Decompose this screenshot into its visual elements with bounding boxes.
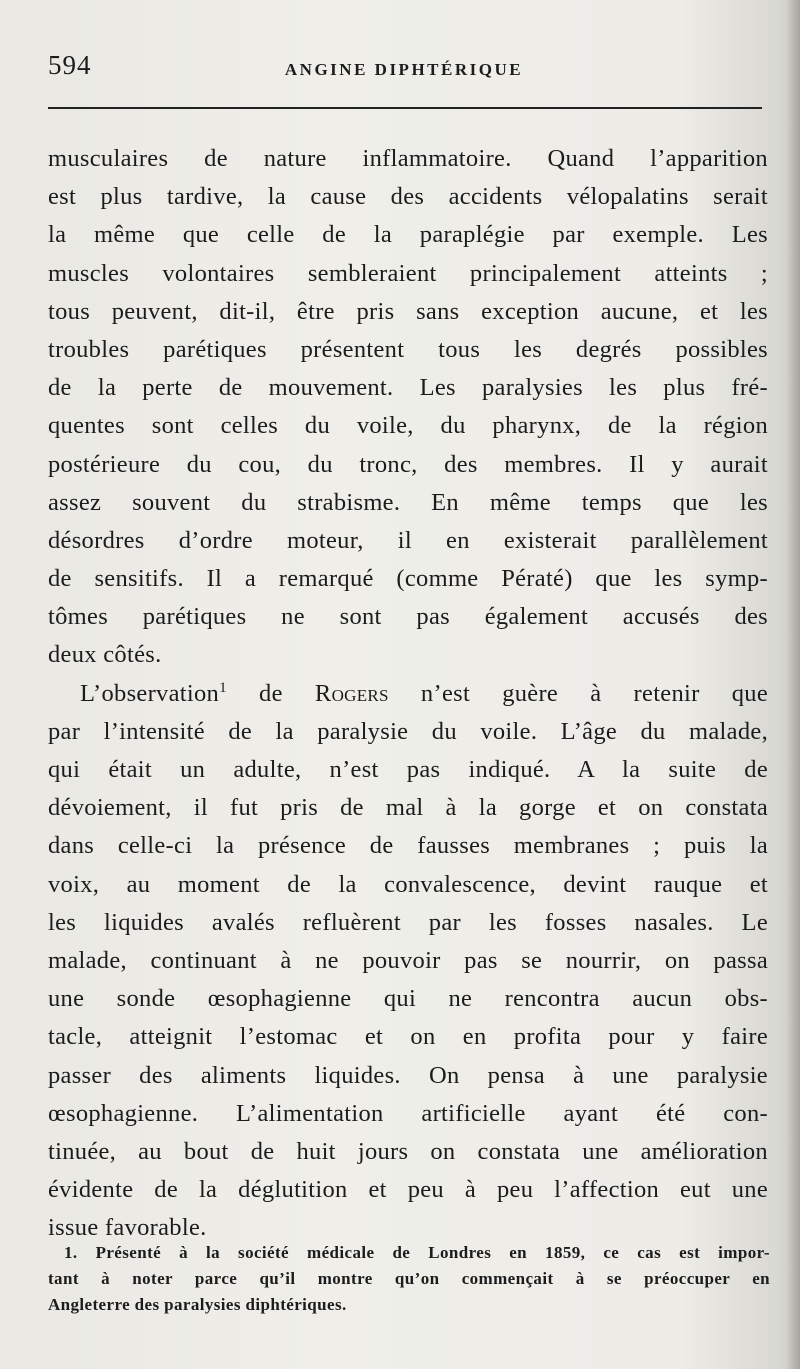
- body-line: postérieure du cou, du tronc, des membres. Il y aurait: [48, 450, 768, 478]
- header-rule: [48, 107, 762, 109]
- page-edge-shadow: [786, 0, 800, 1369]
- body-line: dévoiement, il fut pris de mal à la gorge et on constata: [48, 794, 768, 822]
- observation-word: L’observation: [80, 679, 220, 707]
- connector-text: de: [226, 679, 315, 707]
- body-line: assez souvent du strabisme. En même temps que les: [48, 488, 768, 516]
- page-number: 594: [48, 50, 92, 80]
- body-line: muscles volontaires sembleraient principalement atteints ;: [48, 259, 768, 287]
- page-header: [48, 50, 760, 90]
- body-line: quentes sont celles du voile, du pharynx, de la région: [48, 412, 768, 440]
- body-line: troubles parétiques présentent tous les degrés possibles: [48, 335, 768, 363]
- body-line: tinuée, au bout de huit jours on constata une amélioration: [48, 1137, 768, 1165]
- body-line: issue favorable.: [48, 1214, 207, 1242]
- body-line: malade, continuant à ne pouvoir pas se nourrir, on passa: [48, 946, 768, 974]
- paragraph-first-line: [48, 675, 768, 713]
- body-line: de la perte de mouvement. Les paralysies les plus fré-: [48, 374, 768, 402]
- body-line: une sonde œsophagienne qui ne rencontra aucun obs-: [48, 985, 768, 1013]
- body-line: musculaires de nature inflammatoire. Quand l’apparition: [48, 145, 768, 172]
- body-text: [48, 140, 768, 1247]
- author-name: Rogers: [314, 679, 389, 707]
- footnote: [48, 1240, 770, 1318]
- footnote-line: tant à noter parce qu’il montre qu’on commençait à se préoccuper en: [48, 1269, 770, 1288]
- body-line: la même que celle de la paraplégie par exemple. Les: [48, 221, 768, 249]
- body-line: tacle, atteignit l’estomac et on en profita pour y faire: [48, 1023, 768, 1051]
- body-line: désordres d’ordre moteur, il en existerait parallèlement: [48, 526, 768, 554]
- body-line: par l’intensité de la paralysie du voile. L’âge du malade,: [48, 717, 768, 745]
- footnote-ref: 1: [219, 679, 227, 696]
- body-line: de sensitifs. Il a remarqué (comme Pératé) que les symp-: [48, 565, 768, 593]
- body-line: les liquides avalés refluèrent par les fosses nasales. Le: [48, 908, 768, 936]
- running-head: ANGINE DIPHTÉRIQUE: [284, 60, 524, 79]
- footnote-line: Angleterre des paralysies diphtériques.: [48, 1295, 347, 1314]
- body-line: évidente de la déglutition et peu à peu l’affection eut une: [48, 1176, 768, 1204]
- body-line: deux côtés.: [48, 641, 162, 669]
- footnote-line: 1. Présenté à la société médicale de Londres en 1859, ce cas est impor-: [64, 1243, 770, 1262]
- body-line: tômes parétiques ne sont pas également accusés des: [48, 603, 768, 631]
- first-line-end: n’est guère à retenir que: [388, 679, 769, 707]
- body-line: tous peuvent, dit-il, être pris sans exception aucune, et les: [48, 297, 768, 325]
- body-line: est plus tardive, la cause des accidents vélopalatins serait: [48, 183, 768, 211]
- body-line: œsophagienne. L’alimentation artificielle ayant été con-: [48, 1099, 768, 1127]
- body-line: voix, au moment de la convalescence, devint rauque et: [48, 870, 768, 898]
- body-line: qui était un adulte, n’est pas indiqué. A la suite de: [48, 756, 768, 783]
- body-line: dans celle-ci la présence de fausses membranes ; puis la: [48, 832, 768, 860]
- body-line: passer des aliments liquides. On pensa à une paralysie: [48, 1061, 768, 1089]
